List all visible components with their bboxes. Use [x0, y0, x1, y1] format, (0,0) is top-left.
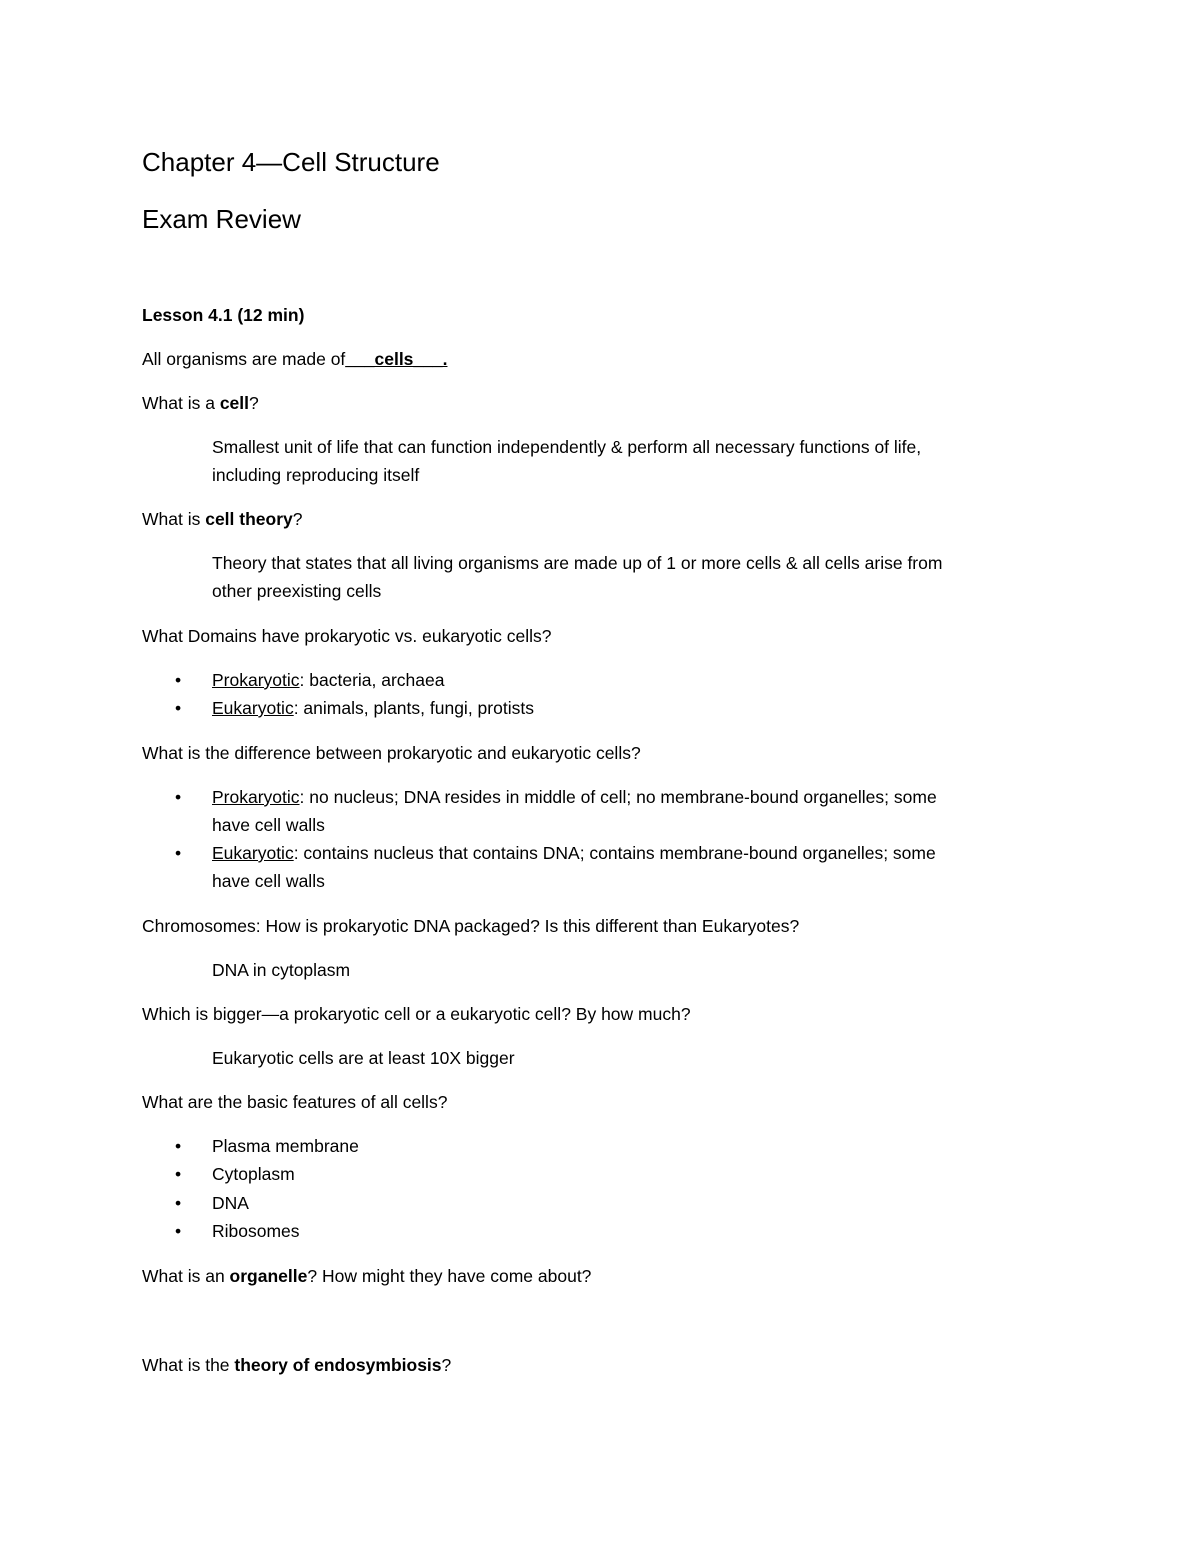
bullet-marker: • — [175, 1221, 182, 1241]
answer-cell-theory-line1: Theory that states that all living organisms are made up of 1 or more cells & all cells arise from — [212, 553, 943, 573]
question-organelle — [142, 1262, 591, 1290]
question-organelle-before: What is an — [142, 1266, 230, 1286]
question-cell-theory — [142, 505, 303, 533]
list-item — [212, 783, 937, 811]
question-organisms-blank: ___cells___. — [345, 349, 448, 369]
question-cell — [142, 389, 259, 417]
answer-cell-theory-line2: other preexisting cells — [212, 581, 382, 601]
list-item-text: : contains nucleus that contains DNA; contains membrane-bound organelles; some — [293, 843, 936, 863]
question-cell-before: What is a — [142, 393, 220, 413]
bullet-marker: • — [175, 1193, 182, 1213]
list-item-term: Prokaryotic — [212, 787, 300, 807]
document-subtitle: Exam Review — [142, 204, 301, 234]
question-basic-features: What are the basic features of all cells? — [142, 1092, 448, 1112]
list-item-continuation: have cell walls — [212, 871, 325, 891]
list-item-term: Eukaryotic — [212, 843, 294, 863]
answer-cell-line2: including reproducing itself — [212, 465, 420, 485]
document-title: Chapter 4—Cell Structure — [142, 147, 440, 177]
question-endosymbiosis-before: What is the — [142, 1355, 235, 1375]
list-item: Ribosomes — [212, 1221, 300, 1241]
lesson-heading-text: Lesson 4.1 (12 min) — [142, 305, 305, 325]
question-organelle-after: ? How might they have come about? — [307, 1266, 592, 1286]
list-item: Cytoplasm — [212, 1164, 295, 1184]
question-organisms-prefix: All organisms are made of — [142, 349, 346, 369]
question-bigger: Which is bigger—a prokaryotic cell or a eukaryotic cell? By how much? — [142, 1004, 691, 1024]
question-organelle-term: organelle — [229, 1266, 308, 1286]
bullet-marker: • — [175, 698, 182, 718]
bullet-marker: • — [175, 1136, 182, 1156]
list-item: DNA — [212, 1193, 249, 1213]
bullet-marker: • — [175, 843, 182, 863]
question-endosymbiosis-after: ? — [441, 1355, 452, 1375]
lesson-heading — [142, 301, 304, 329]
question-chromosomes: Chromosomes: How is prokaryotic DNA packaged? Is this different than Eukaryotes? — [142, 916, 800, 936]
answer-bigger: Eukaryotic cells are at least 10X bigger — [212, 1048, 515, 1068]
list-item-continuation: have cell walls — [212, 815, 325, 835]
question-difference: What is the difference between prokaryotic and eukaryotic cells? — [142, 743, 641, 763]
question-domains: What Domains have prokaryotic vs. eukaryotic cells? — [142, 626, 552, 646]
list-item: Plasma membrane — [212, 1136, 359, 1156]
question-endosymbiosis — [142, 1351, 451, 1379]
list-item — [212, 694, 534, 722]
question-cell-theory-after: ? — [292, 509, 303, 529]
question-cell-theory-before: What is — [142, 509, 206, 529]
bullet-marker: • — [175, 670, 182, 690]
list-item-text: : no nucleus; DNA resides in middle of cell; no membrane-bound organelles; some — [299, 787, 937, 807]
list-item-term: Prokaryotic — [212, 670, 300, 690]
question-organisms — [142, 345, 447, 373]
question-endosymbiosis-term: theory of endosymbiosis — [234, 1355, 442, 1375]
list-item — [212, 666, 444, 694]
list-item — [212, 839, 936, 867]
question-cell-theory-term: cell theory — [205, 509, 293, 529]
answer-cell-line1: Smallest unit of life that can function independently & perform all necessary functions of life, — [212, 437, 922, 457]
question-cell-term: cell — [219, 393, 250, 413]
question-cell-after: ? — [249, 393, 259, 413]
list-item-text: : animals, plants, fungi, protists — [293, 698, 534, 718]
list-item-text: : bacteria, archaea — [299, 670, 445, 690]
bullet-marker: • — [175, 787, 182, 807]
bullet-marker: • — [175, 1164, 182, 1184]
list-item-term: Eukaryotic — [212, 698, 294, 718]
answer-chromosomes: DNA in cytoplasm — [212, 960, 351, 980]
